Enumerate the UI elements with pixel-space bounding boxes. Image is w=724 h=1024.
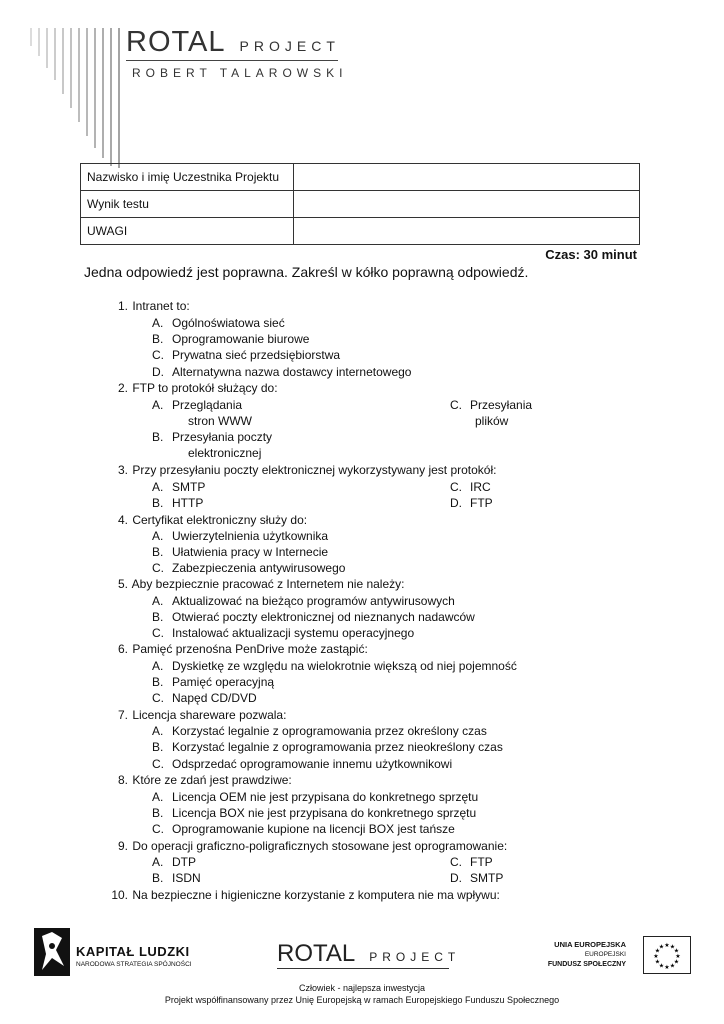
eu-star-icon: ★ bbox=[664, 943, 670, 949]
question-3: 3. Przy przesyłaniu poczty elektronicznej wykorzystywany jest protokół: bbox=[117, 463, 497, 477]
logo-line bbox=[78, 28, 80, 122]
answer-4a[interactable]: A. Uwierzytelnienia użytkownika bbox=[152, 529, 329, 543]
answer-7a[interactable]: A. Korzystać legalnie z oprogramowania przez określony czas bbox=[152, 724, 487, 738]
header-brand-sub: ROBERT TALAROWSKI bbox=[132, 66, 348, 80]
eu-star-icon: ★ bbox=[664, 965, 670, 971]
question-7: 7. Licencja shareware pozwala: bbox=[117, 708, 287, 722]
answer-2c[interactable]: C. Przesyłania bbox=[450, 398, 533, 412]
logo-line bbox=[54, 28, 56, 80]
eu-line-2: EUROPEJSKI bbox=[584, 951, 626, 958]
answer-3a[interactable]: A. SMTP bbox=[152, 480, 206, 494]
logo-line bbox=[62, 28, 64, 94]
question-10: 10. Na bezpieczne i higieniczne korzystanie z komputera nie ma wpływu: bbox=[111, 888, 500, 902]
logo-line bbox=[46, 28, 48, 68]
logo-line bbox=[30, 28, 32, 46]
question-8: 8. Które ze zdań jest prawdziwe: bbox=[117, 773, 292, 787]
logo-line bbox=[94, 28, 96, 148]
info-label-notes: UWAGI bbox=[81, 218, 294, 245]
answer-6c[interactable]: C. Napęd CD/DVD bbox=[152, 691, 257, 705]
answer-2a[interactable]: A. Przeglądania bbox=[152, 398, 243, 412]
question-9: 9. Do operacji graficzno-poligraficznych stosowane jest oprogramowanie: bbox=[117, 839, 508, 853]
time-limit: Czas: 30 minut bbox=[545, 247, 637, 262]
eu-star-icon: ★ bbox=[669, 963, 676, 970]
answer-9b[interactable]: B. ISDN bbox=[152, 871, 201, 885]
question-6: 6. Pamięć przenośna PenDrive może zastąpić: bbox=[117, 642, 368, 656]
question-2: 2. FTP to protokół służący do: bbox=[117, 381, 278, 395]
eu-star-icon: ★ bbox=[653, 954, 659, 960]
answer-1d[interactable]: D. Alternatywna nazwa dostawcy internetowego bbox=[152, 365, 412, 379]
kapital-ludzki-title: KAPITAŁ LUDZKI bbox=[76, 944, 190, 959]
table-row bbox=[81, 164, 640, 191]
answer-5a[interactable]: A. Aktualizować na bieżąco programów antywirusowych bbox=[152, 594, 455, 608]
answer-5b[interactable]: B. Otwierać poczty elektronicznej od nieznanych nadawców bbox=[152, 610, 475, 624]
logo-line bbox=[38, 28, 40, 56]
header-brand-project: PROJECT bbox=[239, 38, 340, 54]
info-value-result[interactable] bbox=[294, 191, 640, 218]
logo-line bbox=[86, 28, 88, 136]
eu-star-icon: ★ bbox=[673, 948, 680, 955]
footer-logo bbox=[277, 940, 460, 968]
answer-2c-cont: plików bbox=[475, 414, 509, 428]
eu-star-icon: ★ bbox=[669, 944, 676, 951]
kapital-ludzki-emblem-icon bbox=[34, 928, 70, 976]
header-brand-main: ROTAL bbox=[126, 26, 226, 58]
instruction: Jedna odpowiedź jest poprawna. Zakreśl w kółko poprawną odpowiedź. bbox=[84, 264, 529, 280]
answer-1c[interactable]: C. Prywatna sieć przedsiębiorstwa bbox=[152, 348, 341, 362]
answer-3b[interactable]: B. HTTP bbox=[152, 496, 204, 510]
logo-lines-graphic bbox=[30, 28, 130, 168]
answer-1a[interactable]: A. Ogólnoświatowa sieć bbox=[152, 316, 285, 330]
footer-brand-project: PROJECT bbox=[369, 950, 461, 964]
answer-9d[interactable]: D. SMTP bbox=[450, 871, 504, 885]
eu-star-icon: ★ bbox=[654, 948, 661, 955]
eu-line-1: UNIA EUROPEJSKA bbox=[554, 940, 626, 949]
answer-2b-cont: elektronicznej bbox=[188, 446, 262, 460]
answer-4b[interactable]: B. Ułatwienia pracy w Internecie bbox=[152, 545, 329, 559]
footer-cofinancing-note: Projekt współfinansowany przez Unię Europejską w ramach Europejskiego Funduszu Społecznego bbox=[164, 995, 560, 1005]
footer-brand-rule bbox=[277, 968, 449, 969]
info-label-result: Wynik testu bbox=[81, 191, 294, 218]
answer-3c[interactable]: C. IRC bbox=[450, 480, 491, 494]
eu-label bbox=[548, 940, 626, 970]
answer-5c[interactable]: C. Instalować aktualizacji systemu operacyjnego bbox=[152, 626, 415, 640]
logo-line bbox=[102, 28, 104, 158]
logo-line bbox=[110, 28, 112, 166]
info-value-notes[interactable] bbox=[294, 218, 640, 245]
question-1 bbox=[100, 299, 190, 313]
header-brand-rule bbox=[126, 60, 338, 61]
question-number: 1. bbox=[117, 299, 128, 313]
answer-9a[interactable]: A. DTP bbox=[152, 855, 196, 869]
answer-9c[interactable]: C. FTP bbox=[450, 855, 493, 869]
answer-8a[interactable]: A. Licencja OEM nie jest przypisana do konkretnego sprzętu bbox=[152, 790, 479, 804]
table-row bbox=[81, 218, 640, 245]
eu-flag-icon bbox=[643, 936, 691, 974]
info-value-name[interactable] bbox=[294, 164, 640, 191]
answer-1b[interactable]: B. Oprogramowanie biurowe bbox=[152, 332, 310, 346]
table-row bbox=[81, 191, 640, 218]
logo-line bbox=[70, 28, 72, 108]
answer-2a-cont: stron WWW bbox=[188, 414, 252, 428]
answer-8b[interactable]: B. Licencja BOX nie jest przypisana do konkretnego sprzętu bbox=[152, 806, 477, 820]
answer-6a[interactable]: A. Dyskietkę ze względu na wielokrotnie większą od niej pojemność bbox=[152, 659, 517, 673]
answer-4c[interactable]: C. Zabezpieczenia antywirusowego bbox=[152, 561, 346, 575]
eu-star-icon: ★ bbox=[673, 959, 680, 966]
eu-star-icon: ★ bbox=[675, 954, 681, 960]
answer-7b[interactable]: B. Korzystać legalnie z oprogramowania przez nieokreślony czas bbox=[152, 740, 503, 754]
logo-line bbox=[118, 28, 120, 168]
question-5: 5. Aby bezpiecznie pracować z Internetem nie należy: bbox=[117, 577, 405, 591]
answer-8c[interactable]: C. Oprogramowanie kupione na licencji BOX jest tańsze bbox=[152, 822, 455, 836]
question-text: Intranet to: bbox=[132, 299, 190, 313]
footer-slogan: Człowiek - najlepsza inwestycja bbox=[298, 983, 426, 993]
answer-3d[interactable]: D. FTP bbox=[450, 496, 493, 510]
eu-star-icon: ★ bbox=[658, 944, 665, 951]
answer-6b[interactable]: B. Pamięć operacyjną bbox=[152, 675, 275, 689]
kapital-ludzki-subtitle: NARODOWA STRATEGIA SPÓJNOŚCI bbox=[76, 961, 192, 968]
eu-line-3: FUNDUSZ SPOŁECZNY bbox=[547, 961, 626, 968]
question-4: 4. Certyfikat elektroniczny służy do: bbox=[117, 513, 308, 527]
eu-star-icon: ★ bbox=[654, 959, 661, 966]
footer-brand-main: ROTAL bbox=[277, 940, 356, 967]
participant-info-table bbox=[80, 163, 640, 245]
header-logo bbox=[126, 26, 348, 80]
eu-star-icon: ★ bbox=[658, 963, 665, 970]
answer-7c[interactable]: C. Odsprzedać oprogramowanie innemu użytkownikowi bbox=[152, 757, 453, 771]
answer-2b[interactable]: B. Przesyłania poczty bbox=[152, 430, 273, 444]
info-label-name: Nazwisko i imię Uczestnika Projektu bbox=[81, 164, 294, 191]
